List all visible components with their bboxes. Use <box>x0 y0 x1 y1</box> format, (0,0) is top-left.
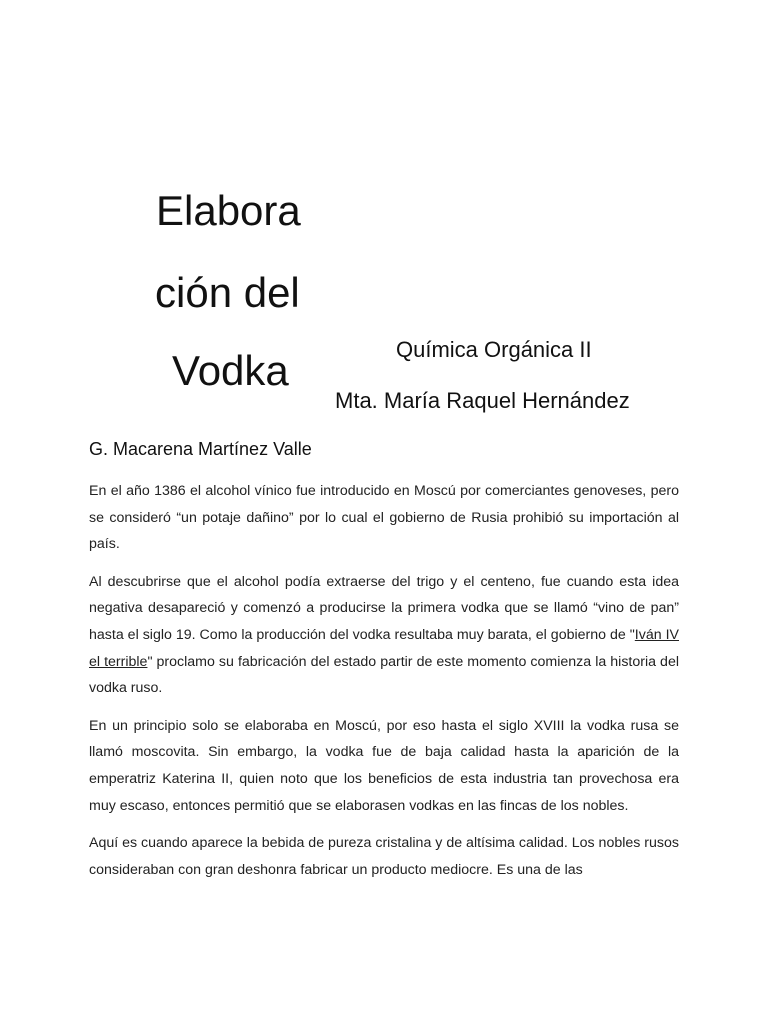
body-text <box>89 478 679 894</box>
paragraph-2-end: " proclamo su fabricación del estado partir de este momento comienza la historia del vodka ruso. <box>89 653 679 697</box>
teacher-name: Mta. María Raquel Hernández <box>335 388 630 413</box>
paragraph-2 <box>89 569 679 702</box>
paragraph-3: En un principio solo se elaboraba en Moscú, por eso hasta el siglo XVIII la vodka rusa se llamó moscovita. Sin embargo, la vodka fue de baja calidad hasta la aparición de la emperatriz Katerina II, quien noto que los beneficios de esta industria tan provechosa era muy escaso, entonces permitió que se elaborasen vodkas en las fincas de los nobles. <box>89 717 679 814</box>
title-line-3: Vodka <box>172 347 289 394</box>
subject-name: Química Orgánica II <box>396 337 592 362</box>
title-line-1: Elabora <box>156 187 301 234</box>
ivan-iv-link[interactable]: Iván IV el terrible <box>89 626 679 670</box>
paragraph-2-start: Al descubrirse que el alcohol podía extraerse del trigo y el centeno, fue cuando esta idea negativa desapareció y comenzó a producirse la primera vodka que se llamó “vino de pan” hasta el siglo 19. Como la producción del vodka resultaba muy barata, el gobierno de " <box>89 573 679 643</box>
author-name: G. Macarena Martínez Valle <box>89 439 312 459</box>
title-line-2: ción del <box>155 269 300 316</box>
paragraph-4: Aquí es cuando aparece la bebida de pureza cristalina y de altísima calidad. Los nobles rusos consideraban con gran deshonra fabricar un producto mediocre. Es una de las <box>89 835 679 878</box>
paragraph-1: En el año 1386 el alcohol vínico fue introducido en Moscú por comerciantes genoveses, pero se consideró “un potaje dañino” por lo cual el gobierno de Rusia prohibió su importación al país. <box>89 483 679 553</box>
